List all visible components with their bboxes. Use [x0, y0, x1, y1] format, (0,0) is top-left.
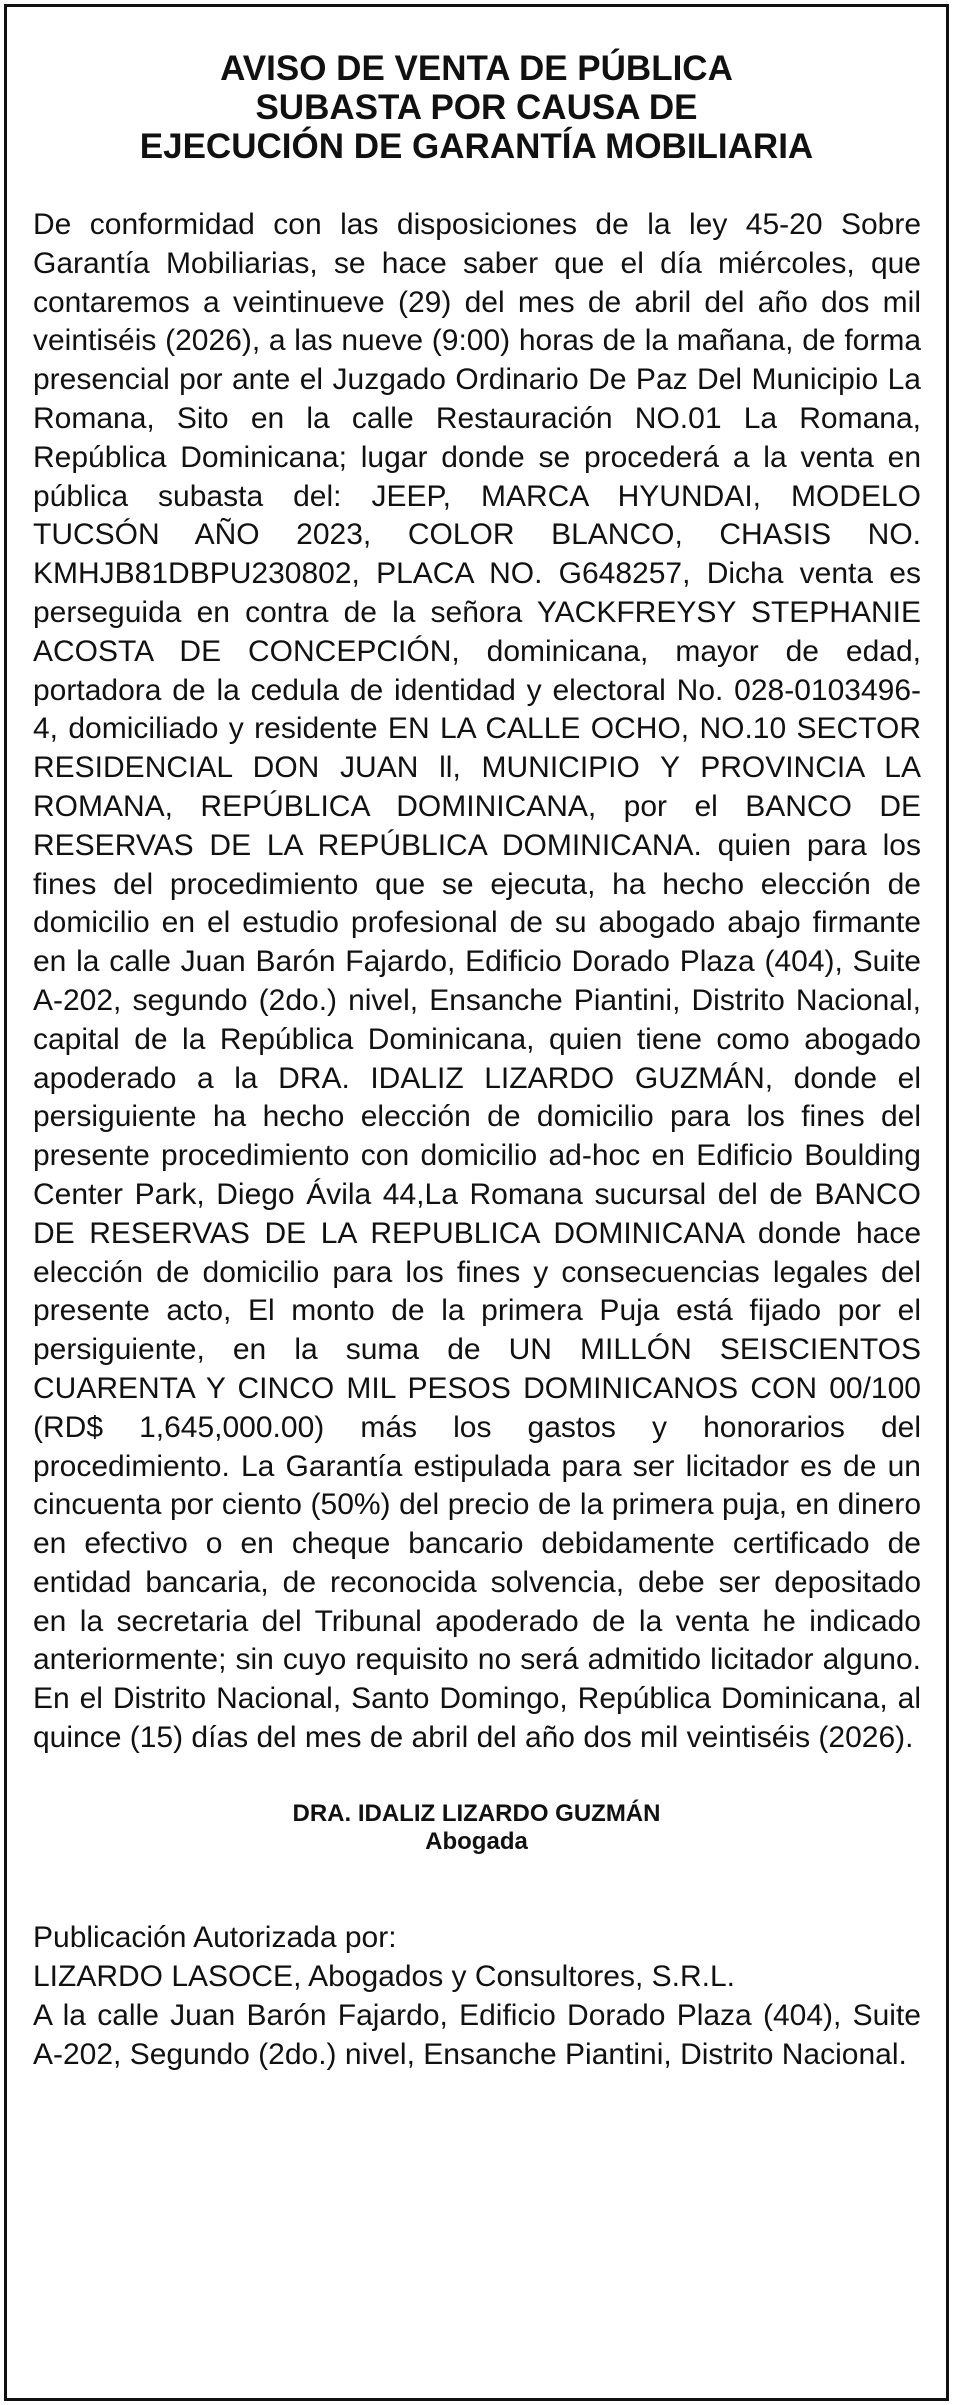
authorization-label: Publicación Autorizada por: [33, 1920, 397, 1954]
notice-title [43, 49, 910, 166]
legal-notice [4, 4, 949, 2401]
title-line-3: EJECUCIÓN DE GARANTÍA MOBILIARIA [139, 127, 814, 166]
notice-body: De conformidad con las disposiciones de la ley 45-20 Sobre Garantía Mobiliarias, se hace saber que el día miércoles, que contaremos a veintinueve (29) del mes de abril del año dos mil veintiséis (2026), a las nueve (9:00) horas de la mañana, de forma presencial por ante el Juzgado Ordinario De Paz Del Municipio La Romana, Sito en la calle Restauración NO.01 La Romana, República Dominicana; lugar donde se procederá a la venta en pública subasta del: JEEP, MARCA HYUNDAI, MODELO TUCSÓN AÑO 2023, COLOR BLANCO, CHASIS NO. KMHJB81DBPU230802, PLACA NO. G648257, Dicha venta es perseguida en contra de la señora YACKFREYSY STEPHANIE ACOSTA DE CONCEPCIÓN, dominicana, mayor de edad, portadora de la cedula de identidad y electoral No. 028-0103496-4, domiciliado y residente EN LA CALLE OCHO, NO.10 SECTOR RESIDENCIAL DON JUAN ll, MUNICIPIO Y PROVINCIA LA ROMANA, REPÚBLICA DOMINICANA, por el BANCO DE RESERVAS DE LA REPÚBLICA DOMINICANA. quien para los fines del procedimiento que se ejecuta, ha hecho elección de domicilio en el estudio profesional de su abogado abajo firmante en la calle Juan Barón Fajardo, Edificio Dorado Plaza (404), Suite A-202, segundo (2do.) nivel, Ensanche Piantini, Distrito Nacional, capital de la República Dominicana, quien tiene como abogado apoderado a la DRA. IDALIZ LIZARDO GUZMÁN, donde el persiguiente ha hecho elección de domicilio para los fines del presente procedimiento con domicilio ad-hoc en Edificio Boulding Center Park, Diego Ávila 44,La Romana sucursal del de BANCO DE RESERVAS DE LA REPUBLICA DOMINICANA donde hace elección de domicilio para los fines y consecuencias legales del presente acto, El monto de la primera Puja está fijado por el persiguiente, en la suma de UN MILLÓN SEISCIENTOS CUARENTA Y CINCO MIL PESOS DOMINICANOS CON 00/100 (RD$ 1,645,000.00) más los gastos y honorarios del procedimiento. La Garantía estipulada para ser licitador es de un cincuenta por ciento (50%) del precio de la primera puja, en dinero en efectivo o en cheque bancario debidamente certificado de entidad bancaria, de reconocida solvencia, debe ser depositado en la secretaria del Tribunal apoderado de la venta he indicado anteriormente; sin cuyo requisito no será admitido licitador alguno. En el Distrito Nacional, Santo Domingo, República Dominicana, al quince (15) días del mes de abril del año dos mil veintiséis (2026). [33, 208, 921, 1755]
signature-name: DRA. IDALIZ LIZARDO GUZMÁN [292, 1799, 661, 1827]
authorization-address: A la calle Juan Barón Fajardo, Edificio Dorado Plaza (404), Suite A-202, Segundo (2do.) nivel, Ensanche Piantini, Distrito Nacional. [33, 1998, 921, 2071]
signature-role: Abogada [425, 1827, 528, 1855]
signature-block [7, 1800, 946, 1856]
title-line-2: SUBASTA POR CAUSA DE [255, 88, 698, 127]
title-line-1: AVISO DE VENTA DE PÚBLICA [220, 49, 733, 88]
authorization-block [33, 1918, 921, 2074]
authorization-firm: LIZARDO LASOCE, Abogados y Consultores, S.R.L. [33, 1959, 735, 1993]
